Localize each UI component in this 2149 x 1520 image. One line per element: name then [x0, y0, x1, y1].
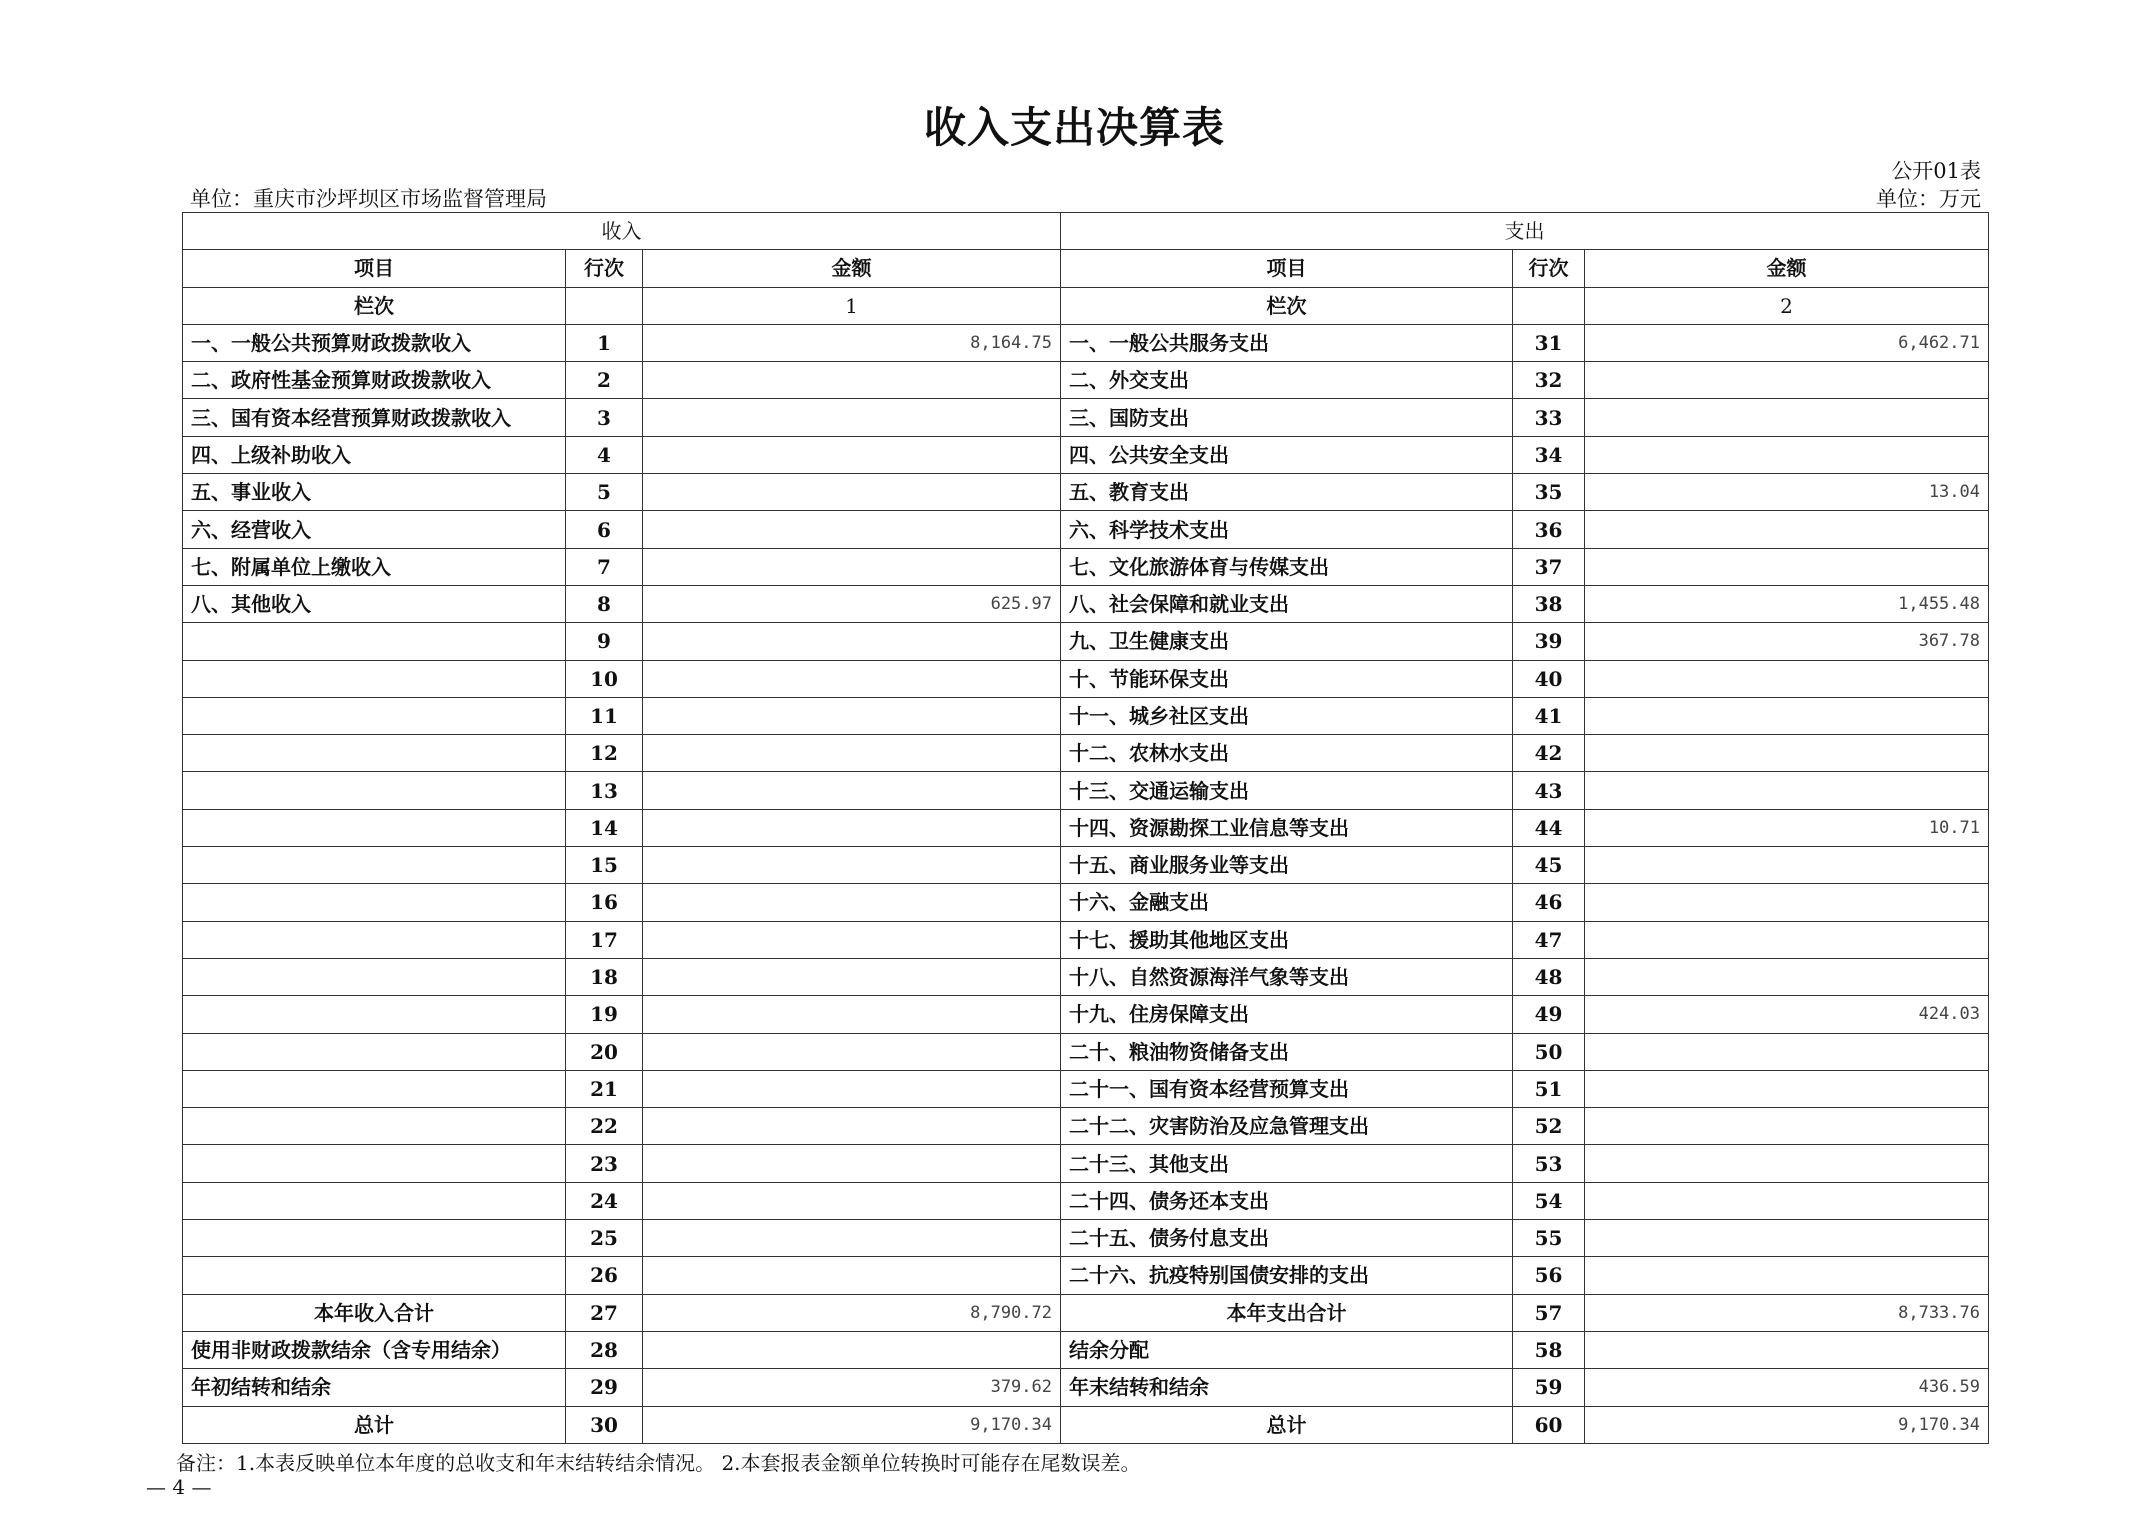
expense-item-cell: 十九、住房保障支出 — [1061, 996, 1513, 1033]
expense-item-header: 项目 — [1061, 250, 1513, 287]
income-item-cell — [183, 660, 566, 697]
table-row — [183, 1220, 1989, 1257]
table-row — [183, 511, 1989, 548]
expense-amount-cell — [1585, 1033, 1989, 1070]
expense-item-cell: 结余分配 — [1061, 1331, 1513, 1368]
income-amount-cell — [643, 958, 1061, 995]
income-amount-cell — [643, 772, 1061, 809]
expense-item-cell: 十、节能环保支出 — [1061, 660, 1513, 697]
income-amount-cell — [643, 697, 1061, 734]
income-amount-cell — [643, 884, 1061, 921]
income-rowno-cell: 4 — [566, 436, 643, 473]
income-amount-cell — [643, 623, 1061, 660]
expense-rowno-cell: 43 — [1513, 772, 1585, 809]
income-rowno-cell: 8 — [566, 585, 643, 622]
income-rowno-cell: 1 — [566, 324, 643, 361]
income-amount-cell — [643, 1220, 1061, 1257]
income-rowno-cell: 12 — [566, 735, 643, 772]
income-amount-cell — [643, 362, 1061, 399]
income-rowno-header: 行次 — [566, 250, 643, 287]
income-col-label: 栏次 — [183, 287, 566, 324]
expense-item-cell: 二、外交支出 — [1061, 362, 1513, 399]
expense-item-cell: 十四、资源勘探工业信息等支出 — [1061, 809, 1513, 846]
expense-amount-cell — [1585, 660, 1989, 697]
expense-rowno-cell: 45 — [1513, 847, 1585, 884]
expense-amount-cell — [1585, 511, 1989, 548]
expense-rowno-cell: 31 — [1513, 324, 1585, 361]
income-amount-cell — [643, 474, 1061, 511]
income-item-cell: 八、其他收入 — [183, 585, 566, 622]
income-item-cell — [183, 958, 566, 995]
expense-item-cell: 二十、粮油物资储备支出 — [1061, 1033, 1513, 1070]
income-item-cell — [183, 1257, 566, 1294]
expense-amount-cell — [1585, 697, 1989, 734]
expense-item-cell: 二十二、灾害防治及应急管理支出 — [1061, 1108, 1513, 1145]
summary-row — [183, 1406, 1989, 1443]
currency-unit: 单位：万元 — [1876, 187, 1981, 211]
expense-item-cell: 四、公共安全支出 — [1061, 436, 1513, 473]
income-rowno-cell: 7 — [566, 548, 643, 585]
income-rowno-cell: 25 — [566, 1220, 643, 1257]
income-item-cell — [183, 735, 566, 772]
income-rowno-cell: 3 — [566, 399, 643, 436]
expense-item-cell: 六、科学技术支出 — [1061, 511, 1513, 548]
table-row — [183, 697, 1989, 734]
expense-amount-cell: 9,170.34 — [1585, 1406, 1989, 1443]
income-rowno-cell: 26 — [566, 1257, 643, 1294]
income-rowno-cell: 15 — [566, 847, 643, 884]
income-amount-cell — [643, 809, 1061, 846]
table-row — [183, 1257, 1989, 1294]
expense-rowno-cell: 47 — [1513, 921, 1585, 958]
expense-rowno-cell: 44 — [1513, 809, 1585, 846]
income-rowno-cell: 10 — [566, 660, 643, 697]
expense-item-cell: 十五、商业服务业等支出 — [1061, 847, 1513, 884]
income-rowno-cell: 14 — [566, 809, 643, 846]
income-rowno-cell: 20 — [566, 1033, 643, 1070]
expense-amount-cell — [1585, 362, 1989, 399]
expense-amount-cell — [1585, 436, 1989, 473]
income-rowno-cell: 5 — [566, 474, 643, 511]
expense-amount-cell — [1585, 1257, 1989, 1294]
expense-item-cell: 八、社会保障和就业支出 — [1061, 585, 1513, 622]
income-rowno-cell: 23 — [566, 1145, 643, 1182]
expense-item-cell: 五、教育支出 — [1061, 474, 1513, 511]
table-row — [183, 772, 1989, 809]
income-item-cell — [183, 921, 566, 958]
income-item-cell — [183, 1220, 566, 1257]
table-row — [183, 548, 1989, 585]
expense-item-cell: 九、卫生健康支出 — [1061, 623, 1513, 660]
expense-item-cell: 年末结转和结余 — [1061, 1369, 1513, 1406]
page-title: 收入支出决算表 — [923, 103, 1225, 152]
income-item-cell — [183, 996, 566, 1033]
income-amount-cell — [643, 996, 1061, 1033]
income-rowno-cell: 16 — [566, 884, 643, 921]
expense-rowno-cell: 39 — [1513, 623, 1585, 660]
table-row — [183, 362, 1989, 399]
income-amount-header: 金额 — [643, 250, 1061, 287]
income-item-cell: 使用非财政拨款结余（含专用结余） — [183, 1331, 566, 1368]
expense-amount-header: 金额 — [1585, 250, 1989, 287]
expense-rowno-cell: 35 — [1513, 474, 1585, 511]
expense-item-cell: 二十三、其他支出 — [1061, 1145, 1513, 1182]
expense-rowno-cell: 60 — [1513, 1406, 1585, 1443]
expense-item-cell: 十一、城乡社区支出 — [1061, 697, 1513, 734]
expense-item-cell: 一、一般公共服务支出 — [1061, 324, 1513, 361]
expense-col-blank — [1513, 287, 1585, 324]
footnote: 备注：1.本表反映单位本年度的总收支和年末结转结余情况。 2.本套报表金额单位转换时可能存在尾数误差。 — [176, 1451, 1141, 1475]
expense-amount-cell: 1,455.48 — [1585, 585, 1989, 622]
income-amount-cell — [643, 1108, 1061, 1145]
expense-rowno-cell: 46 — [1513, 884, 1585, 921]
expense-rowno-cell: 58 — [1513, 1331, 1585, 1368]
income-amount-cell — [643, 847, 1061, 884]
reporting-unit: 单位：重庆市沙坪坝区市场监督管理局 — [190, 187, 547, 211]
income-amount-cell: 8,790.72 — [643, 1294, 1061, 1331]
income-rowno-cell: 24 — [566, 1182, 643, 1219]
income-item-cell — [183, 697, 566, 734]
income-rowno-cell: 21 — [566, 1070, 643, 1107]
income-rowno-cell: 9 — [566, 623, 643, 660]
expense-rowno-cell: 49 — [1513, 996, 1585, 1033]
income-item-cell: 一、一般公共预算财政拨款收入 — [183, 324, 566, 361]
expense-amount-cell — [1585, 548, 1989, 585]
income-item-cell: 五、事业收入 — [183, 474, 566, 511]
table-row — [183, 735, 1989, 772]
income-col-blank — [566, 287, 643, 324]
income-amount-cell — [643, 1331, 1061, 1368]
table-row — [183, 436, 1989, 473]
income-rowno-cell: 13 — [566, 772, 643, 809]
income-rowno-cell: 17 — [566, 921, 643, 958]
expense-amount-cell: 13.04 — [1585, 474, 1989, 511]
income-rowno-cell: 22 — [566, 1108, 643, 1145]
income-amount-cell — [643, 511, 1061, 548]
table-row — [183, 623, 1989, 660]
expense-col-index: 2 — [1585, 287, 1989, 324]
expense-amount-cell — [1585, 1331, 1989, 1368]
table-row — [183, 1070, 1989, 1107]
income-rowno-cell: 19 — [566, 996, 643, 1033]
income-amount-cell: 379.62 — [643, 1369, 1061, 1406]
income-amount-cell — [643, 660, 1061, 697]
expense-col-label: 栏次 — [1061, 287, 1513, 324]
expense-item-cell: 十六、金融支出 — [1061, 884, 1513, 921]
expense-rowno-cell: 40 — [1513, 660, 1585, 697]
expense-item-cell: 十三、交通运输支出 — [1061, 772, 1513, 809]
expense-item-cell: 本年支出合计 — [1061, 1294, 1513, 1331]
summary-row — [183, 1294, 1989, 1331]
expense-amount-cell: 436.59 — [1585, 1369, 1989, 1406]
income-item-cell: 七、附属单位上缴收入 — [183, 548, 566, 585]
income-section-header: 收入 — [183, 213, 1061, 250]
income-item-cell: 六、经营收入 — [183, 511, 566, 548]
expense-rowno-cell: 56 — [1513, 1257, 1585, 1294]
table-row — [183, 474, 1989, 511]
income-rowno-cell: 27 — [566, 1294, 643, 1331]
form-number: 公开01表 — [1891, 159, 1981, 183]
income-item-cell — [183, 1145, 566, 1182]
expense-section-header: 支出 — [1061, 213, 1989, 250]
expense-item-cell: 十七、援助其他地区支出 — [1061, 921, 1513, 958]
income-item-cell: 总计 — [183, 1406, 566, 1443]
expense-rowno-cell: 38 — [1513, 585, 1585, 622]
income-rowno-cell: 30 — [566, 1406, 643, 1443]
income-amount-cell — [643, 1070, 1061, 1107]
income-item-cell — [183, 623, 566, 660]
header-section-row — [183, 213, 1989, 250]
income-item-cell: 年初结转和结余 — [183, 1369, 566, 1406]
expense-amount-cell — [1585, 921, 1989, 958]
summary-row — [183, 1369, 1989, 1406]
expense-rowno-cell: 54 — [1513, 1182, 1585, 1219]
table-row — [183, 324, 1989, 361]
expense-item-cell: 二十四、债务还本支出 — [1061, 1182, 1513, 1219]
expense-item-cell: 十二、农林水支出 — [1061, 735, 1513, 772]
table-row — [183, 1108, 1989, 1145]
income-item-cell — [183, 809, 566, 846]
expense-amount-cell — [1585, 1182, 1989, 1219]
table-row — [183, 958, 1989, 995]
expense-rowno-cell: 41 — [1513, 697, 1585, 734]
income-item-cell — [183, 847, 566, 884]
income-amount-cell — [643, 436, 1061, 473]
income-rowno-cell: 2 — [566, 362, 643, 399]
table-row — [183, 1145, 1989, 1182]
expense-amount-cell — [1585, 958, 1989, 995]
header-column-row — [183, 250, 1989, 287]
income-amount-cell — [643, 548, 1061, 585]
expense-item-cell: 三、国防支出 — [1061, 399, 1513, 436]
table-row — [183, 1182, 1989, 1219]
expense-rowno-cell: 32 — [1513, 362, 1585, 399]
income-rowno-cell: 11 — [566, 697, 643, 734]
table-row — [183, 585, 1989, 622]
expense-rowno-cell: 48 — [1513, 958, 1585, 995]
table-row — [183, 921, 1989, 958]
income-amount-cell: 625.97 — [643, 585, 1061, 622]
table-row — [183, 1033, 1989, 1070]
expense-amount-cell — [1585, 884, 1989, 921]
expense-rowno-cell: 50 — [1513, 1033, 1585, 1070]
expense-rowno-cell: 51 — [1513, 1070, 1585, 1107]
income-item-cell: 四、上级补助收入 — [183, 436, 566, 473]
expense-rowno-cell: 36 — [1513, 511, 1585, 548]
income-item-cell — [183, 1033, 566, 1070]
expense-amount-cell — [1585, 1108, 1989, 1145]
table-row — [183, 847, 1989, 884]
table-row — [183, 996, 1989, 1033]
expense-amount-cell — [1585, 399, 1989, 436]
table-row — [183, 660, 1989, 697]
income-amount-cell — [643, 921, 1061, 958]
income-amount-cell — [643, 735, 1061, 772]
expense-rowno-cell: 59 — [1513, 1369, 1585, 1406]
expense-rowno-cell: 52 — [1513, 1108, 1585, 1145]
income-rowno-cell: 29 — [566, 1369, 643, 1406]
income-amount-cell — [643, 1145, 1061, 1182]
column-index-row — [183, 287, 1989, 324]
income-item-cell: 本年收入合计 — [183, 1294, 566, 1331]
income-item-cell — [183, 884, 566, 921]
expense-amount-cell — [1585, 1070, 1989, 1107]
income-item-cell — [183, 1108, 566, 1145]
income-amount-cell — [643, 1257, 1061, 1294]
income-rowno-cell: 6 — [566, 511, 643, 548]
expense-rowno-header: 行次 — [1513, 250, 1585, 287]
expense-rowno-cell: 53 — [1513, 1145, 1585, 1182]
income-item-cell: 二、政府性基金预算财政拨款收入 — [183, 362, 566, 399]
expense-amount-cell: 367.78 — [1585, 623, 1989, 660]
expense-item-cell: 二十六、抗疫特别国债安排的支出 — [1061, 1257, 1513, 1294]
expense-amount-cell — [1585, 847, 1989, 884]
income-item-cell — [183, 1182, 566, 1219]
expense-amount-cell: 10.71 — [1585, 809, 1989, 846]
income-item-cell — [183, 772, 566, 809]
expense-rowno-cell: 34 — [1513, 436, 1585, 473]
expense-rowno-cell: 33 — [1513, 399, 1585, 436]
expense-amount-cell — [1585, 772, 1989, 809]
income-item-cell: 三、国有资本经营预算财政拨款收入 — [183, 399, 566, 436]
income-rowno-cell: 28 — [566, 1331, 643, 1368]
income-col-index: 1 — [643, 287, 1061, 324]
income-amount-cell — [643, 399, 1061, 436]
table-row — [183, 399, 1989, 436]
expense-amount-cell: 6,462.71 — [1585, 324, 1989, 361]
income-amount-cell: 8,164.75 — [643, 324, 1061, 361]
table-row — [183, 809, 1989, 846]
income-amount-cell — [643, 1182, 1061, 1219]
expense-item-cell: 二十一、国有资本经营预算支出 — [1061, 1070, 1513, 1107]
expense-item-cell: 二十五、债务付息支出 — [1061, 1220, 1513, 1257]
expense-amount-cell — [1585, 1145, 1989, 1182]
page-number: — 4 — — [146, 1475, 212, 1499]
table-row — [183, 884, 1989, 921]
income-rowno-cell: 18 — [566, 958, 643, 995]
expense-amount-cell: 8,733.76 — [1585, 1294, 1989, 1331]
income-item-cell — [183, 1070, 566, 1107]
expense-rowno-cell: 37 — [1513, 548, 1585, 585]
summary-row — [183, 1331, 1989, 1368]
income-amount-cell — [643, 1033, 1061, 1070]
expense-amount-cell — [1585, 1220, 1989, 1257]
income-expense-table — [182, 212, 1989, 1444]
expense-rowno-cell: 42 — [1513, 735, 1585, 772]
expense-rowno-cell: 55 — [1513, 1220, 1585, 1257]
expense-amount-cell — [1585, 735, 1989, 772]
expense-rowno-cell: 57 — [1513, 1294, 1585, 1331]
expense-item-cell: 十八、自然资源海洋气象等支出 — [1061, 958, 1513, 995]
income-item-header: 项目 — [183, 250, 566, 287]
expense-item-cell: 总计 — [1061, 1406, 1513, 1443]
income-amount-cell: 9,170.34 — [643, 1406, 1061, 1443]
expense-item-cell: 七、文化旅游体育与传媒支出 — [1061, 548, 1513, 585]
expense-amount-cell: 424.03 — [1585, 996, 1989, 1033]
